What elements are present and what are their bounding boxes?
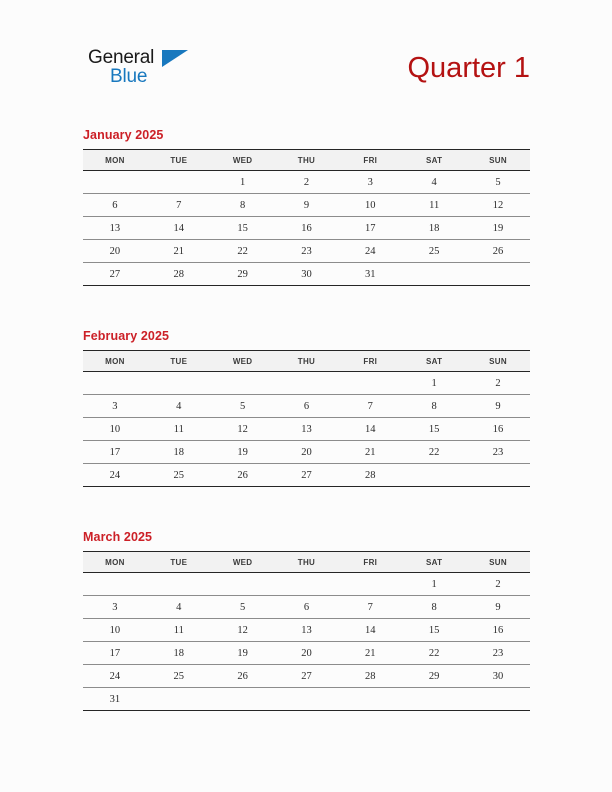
calendar-table-january — [83, 149, 530, 286]
weekday-header-row — [83, 351, 530, 372]
day-cell[interactable]: 11 — [402, 194, 466, 217]
day-cell[interactable] — [275, 688, 339, 711]
weekday-header-tue: TUE — [147, 351, 211, 372]
day-cell[interactable]: 14 — [338, 619, 402, 642]
page-title: Quarter 1 — [407, 52, 530, 84]
day-cell[interactable]: 29 — [211, 263, 275, 286]
day-cell[interactable]: 20 — [275, 642, 339, 665]
weekday-header-mon: MON — [83, 351, 147, 372]
day-cell[interactable]: 21 — [147, 240, 211, 263]
day-cell[interactable] — [211, 573, 275, 596]
day-cell[interactable]: 10 — [83, 418, 147, 441]
day-cell[interactable]: 16 — [275, 217, 339, 240]
weekday-header-sat: SAT — [402, 552, 466, 573]
month-title: February 2025 — [83, 329, 170, 343]
day-cell[interactable]: 26 — [466, 240, 530, 263]
week-row — [83, 217, 530, 240]
month-title: March 2025 — [83, 530, 153, 544]
day-cell[interactable] — [211, 688, 275, 711]
day-cell[interactable]: 23 — [275, 240, 339, 263]
day-cell[interactable]: 17 — [83, 642, 147, 665]
day-cell[interactable]: 8 — [402, 395, 466, 418]
day-cell[interactable]: 9 — [466, 596, 530, 619]
weekday-header-tue: TUE — [147, 150, 211, 171]
day-cell[interactable]: 27 — [83, 263, 147, 286]
day-cell[interactable] — [211, 372, 275, 395]
day-cell[interactable]: 5 — [211, 596, 275, 619]
day-cell[interactable]: 24 — [338, 240, 402, 263]
day-cell[interactable] — [338, 573, 402, 596]
weekday-header-sun: SUN — [466, 351, 530, 372]
day-cell[interactable]: 31 — [83, 688, 147, 711]
weekday-header-sat: SAT — [402, 150, 466, 171]
week-row — [83, 171, 530, 194]
day-cell[interactable]: 11 — [147, 619, 211, 642]
day-cell[interactable] — [275, 372, 339, 395]
weekday-header-mon: MON — [83, 552, 147, 573]
day-cell[interactable]: 11 — [147, 418, 211, 441]
day-cell[interactable]: 1 — [211, 171, 275, 194]
day-cell[interactable]: 8 — [402, 596, 466, 619]
day-cell[interactable]: 14 — [338, 418, 402, 441]
week-row — [83, 665, 530, 688]
day-cell[interactable]: 9 — [466, 395, 530, 418]
weekday-header-wed: WED — [211, 552, 275, 573]
week-row — [83, 194, 530, 217]
weekday-header-wed: WED — [211, 351, 275, 372]
day-cell[interactable]: 24 — [83, 665, 147, 688]
week-row — [83, 619, 530, 642]
day-cell[interactable]: 16 — [466, 418, 530, 441]
day-cell[interactable]: 7 — [147, 194, 211, 217]
day-cell[interactable]: 29 — [402, 665, 466, 688]
day-cell[interactable]: 13 — [275, 619, 339, 642]
day-cell[interactable]: 28 — [338, 464, 402, 487]
day-cell[interactable]: 19 — [211, 642, 275, 665]
day-cell[interactable]: 22 — [402, 642, 466, 665]
weekday-header-fri: FRI — [338, 351, 402, 372]
day-cell[interactable]: 4 — [147, 395, 211, 418]
month-block-february — [83, 329, 530, 487]
triangle-icon — [162, 50, 188, 67]
day-cell[interactable]: 4 — [402, 171, 466, 194]
day-cell[interactable]: 17 — [83, 441, 147, 464]
day-cell[interactable]: 13 — [83, 217, 147, 240]
day-cell[interactable]: 23 — [466, 441, 530, 464]
day-cell[interactable]: 8 — [211, 194, 275, 217]
day-cell[interactable]: 28 — [338, 665, 402, 688]
week-row — [83, 573, 530, 596]
calendar-table-march — [83, 551, 530, 711]
day-cell[interactable]: 26 — [211, 665, 275, 688]
logo-text-blue: Blue — [110, 66, 148, 87]
day-cell[interactable]: 10 — [83, 619, 147, 642]
day-cell[interactable] — [147, 171, 211, 194]
week-row — [83, 464, 530, 487]
day-cell[interactable]: 20 — [275, 441, 339, 464]
day-cell[interactable]: 22 — [402, 441, 466, 464]
month-block-march — [83, 530, 530, 711]
week-row — [83, 642, 530, 665]
day-cell[interactable]: 2 — [275, 171, 339, 194]
weekday-header-fri: FRI — [338, 150, 402, 171]
day-cell[interactable]: 27 — [275, 665, 339, 688]
day-cell[interactable]: 5 — [211, 395, 275, 418]
page-header — [0, 0, 612, 118]
day-cell[interactable]: 18 — [147, 441, 211, 464]
day-cell[interactable]: 7 — [338, 596, 402, 619]
day-cell[interactable]: 2 — [466, 372, 530, 395]
day-cell[interactable]: 1 — [402, 372, 466, 395]
day-cell[interactable] — [147, 573, 211, 596]
day-cell[interactable]: 15 — [402, 418, 466, 441]
day-cell[interactable] — [466, 263, 530, 286]
day-cell[interactable]: 18 — [147, 642, 211, 665]
day-cell[interactable]: 6 — [275, 596, 339, 619]
day-cell[interactable] — [338, 688, 402, 711]
day-cell[interactable] — [147, 688, 211, 711]
day-cell[interactable] — [147, 372, 211, 395]
day-cell[interactable]: 24 — [83, 464, 147, 487]
week-row — [83, 418, 530, 441]
general-blue-logo[interactable] — [88, 48, 198, 92]
day-cell[interactable]: 6 — [83, 194, 147, 217]
day-cell[interactable]: 4 — [147, 596, 211, 619]
day-cell[interactable] — [338, 372, 402, 395]
day-cell[interactable]: 25 — [147, 665, 211, 688]
calendar-body — [83, 372, 530, 487]
day-cell[interactable]: 28 — [147, 263, 211, 286]
day-cell[interactable]: 5 — [466, 171, 530, 194]
day-cell[interactable] — [466, 464, 530, 487]
weekday-header-sun: SUN — [466, 150, 530, 171]
day-cell[interactable]: 21 — [338, 441, 402, 464]
day-cell[interactable]: 15 — [402, 619, 466, 642]
day-cell[interactable]: 18 — [402, 217, 466, 240]
day-cell[interactable]: 3 — [83, 596, 147, 619]
day-cell[interactable]: 12 — [211, 418, 275, 441]
weekday-header-row — [83, 150, 530, 171]
day-cell[interactable]: 12 — [466, 194, 530, 217]
day-cell[interactable]: 23 — [466, 642, 530, 665]
day-cell[interactable]: 1 — [402, 573, 466, 596]
week-row — [83, 596, 530, 619]
weekday-header-fri: FRI — [338, 552, 402, 573]
weekday-header-sat: SAT — [402, 351, 466, 372]
day-cell[interactable]: 22 — [211, 240, 275, 263]
month-block-january — [83, 128, 530, 286]
day-cell[interactable]: 25 — [402, 240, 466, 263]
day-cell[interactable]: 25 — [147, 464, 211, 487]
day-cell[interactable]: 27 — [275, 464, 339, 487]
day-cell[interactable]: 16 — [466, 619, 530, 642]
week-row — [83, 688, 530, 711]
day-cell[interactable]: 14 — [147, 217, 211, 240]
day-cell[interactable]: 19 — [466, 217, 530, 240]
day-cell[interactable] — [402, 464, 466, 487]
weekday-header-thu: THU — [275, 351, 339, 372]
day-cell[interactable]: 19 — [211, 441, 275, 464]
day-cell[interactable]: 31 — [338, 263, 402, 286]
day-cell[interactable] — [83, 573, 147, 596]
day-cell[interactable]: 13 — [275, 418, 339, 441]
weekday-header-tue: TUE — [147, 552, 211, 573]
day-cell[interactable]: 20 — [83, 240, 147, 263]
day-cell[interactable] — [275, 573, 339, 596]
day-cell[interactable]: 21 — [338, 642, 402, 665]
day-cell[interactable]: 9 — [275, 194, 339, 217]
day-cell[interactable]: 7 — [338, 395, 402, 418]
weekday-header-mon: MON — [83, 150, 147, 171]
day-cell[interactable]: 26 — [211, 464, 275, 487]
day-cell[interactable] — [83, 171, 147, 194]
weekday-header-row — [83, 552, 530, 573]
day-cell[interactable]: 3 — [83, 395, 147, 418]
week-row — [83, 372, 530, 395]
weekday-header-thu: THU — [275, 150, 339, 171]
month-title: January 2025 — [83, 128, 164, 142]
weekday-header-sun: SUN — [466, 552, 530, 573]
day-cell[interactable]: 3 — [338, 171, 402, 194]
weekday-header-wed: WED — [211, 150, 275, 171]
week-row — [83, 240, 530, 263]
day-cell[interactable] — [402, 263, 466, 286]
day-cell[interactable]: 15 — [211, 217, 275, 240]
day-cell[interactable]: 2 — [466, 573, 530, 596]
week-row — [83, 263, 530, 286]
day-cell[interactable] — [466, 688, 530, 711]
calendar-body — [83, 171, 530, 286]
day-cell[interactable]: 6 — [275, 395, 339, 418]
day-cell[interactable] — [83, 372, 147, 395]
week-row — [83, 441, 530, 464]
week-row — [83, 395, 530, 418]
day-cell[interactable]: 30 — [466, 665, 530, 688]
day-cell[interactable] — [402, 688, 466, 711]
day-cell[interactable]: 17 — [338, 217, 402, 240]
logo-text-general: General — [88, 47, 155, 68]
day-cell[interactable]: 30 — [275, 263, 339, 286]
weekday-header-thu: THU — [275, 552, 339, 573]
day-cell[interactable]: 12 — [211, 619, 275, 642]
calendar-body — [83, 573, 530, 711]
calendar-table-february — [83, 350, 530, 487]
day-cell[interactable]: 10 — [338, 194, 402, 217]
